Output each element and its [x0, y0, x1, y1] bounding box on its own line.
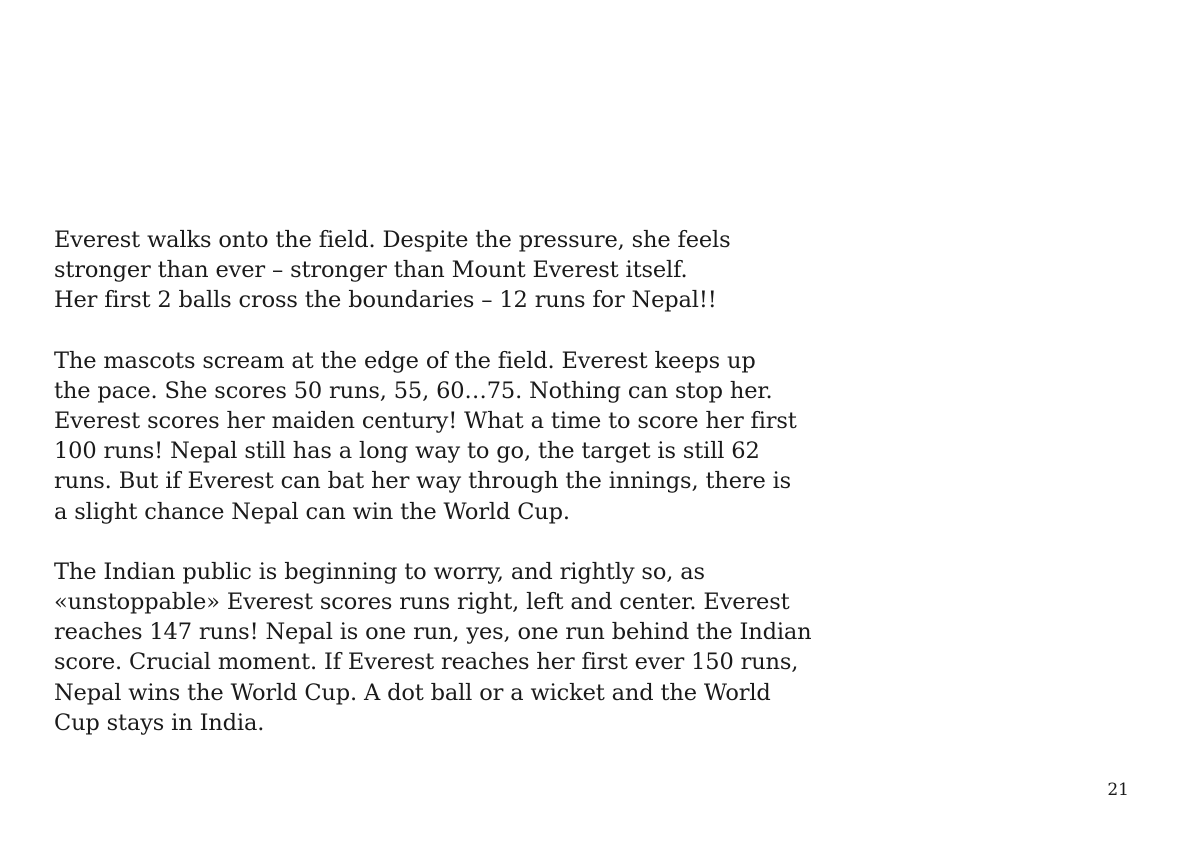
text-line: The Indian public is beginning to worry, and rightly so, as: [54, 558, 705, 585]
text-line: runs. But if Everest can bat her way through the innings, there is: [54, 468, 792, 495]
text-line: «unstoppable» Everest scores runs right, left and center. Everest: [54, 589, 790, 616]
text-line: The mascots scream at the edge of the field. Everest keeps up: [54, 347, 756, 374]
text-line: Nepal wins the World Cup. A dot ball or a wicket and the World: [54, 679, 771, 706]
text-line: stronger than ever – stronger than Mount Everest itself.: [54, 257, 688, 284]
text-line: a slight chance Nepal can win the World Cup.: [54, 498, 570, 525]
text-line: 100 runs! Nepal still has a long way to go, the target is still 62: [54, 438, 760, 465]
paragraph-3: [54, 557, 814, 738]
text-line: reaches 147 runs! Nepal is one run, yes, one run behind the Indian: [54, 619, 812, 646]
page-number: 21: [1107, 780, 1129, 800]
text-line: score. Crucial moment. If Everest reaches her first ever 150 runs,: [54, 649, 799, 676]
story-text: [54, 225, 814, 768]
text-line: the pace. She scores 50 runs, 55, 60…75. Nothing can stop her.: [54, 377, 773, 404]
paragraph-1: [54, 225, 814, 316]
text-line: Cup stays in India.: [54, 709, 265, 736]
text-line: Everest walks onto the field. Despite the pressure, she feels: [54, 227, 731, 253]
text-line: Everest scores her maiden century! What a time to score her first: [54, 408, 797, 435]
text-line: Her first 2 balls cross the boundaries – 12 runs for Nepal!!: [54, 287, 717, 314]
paragraph-2: [54, 346, 814, 527]
